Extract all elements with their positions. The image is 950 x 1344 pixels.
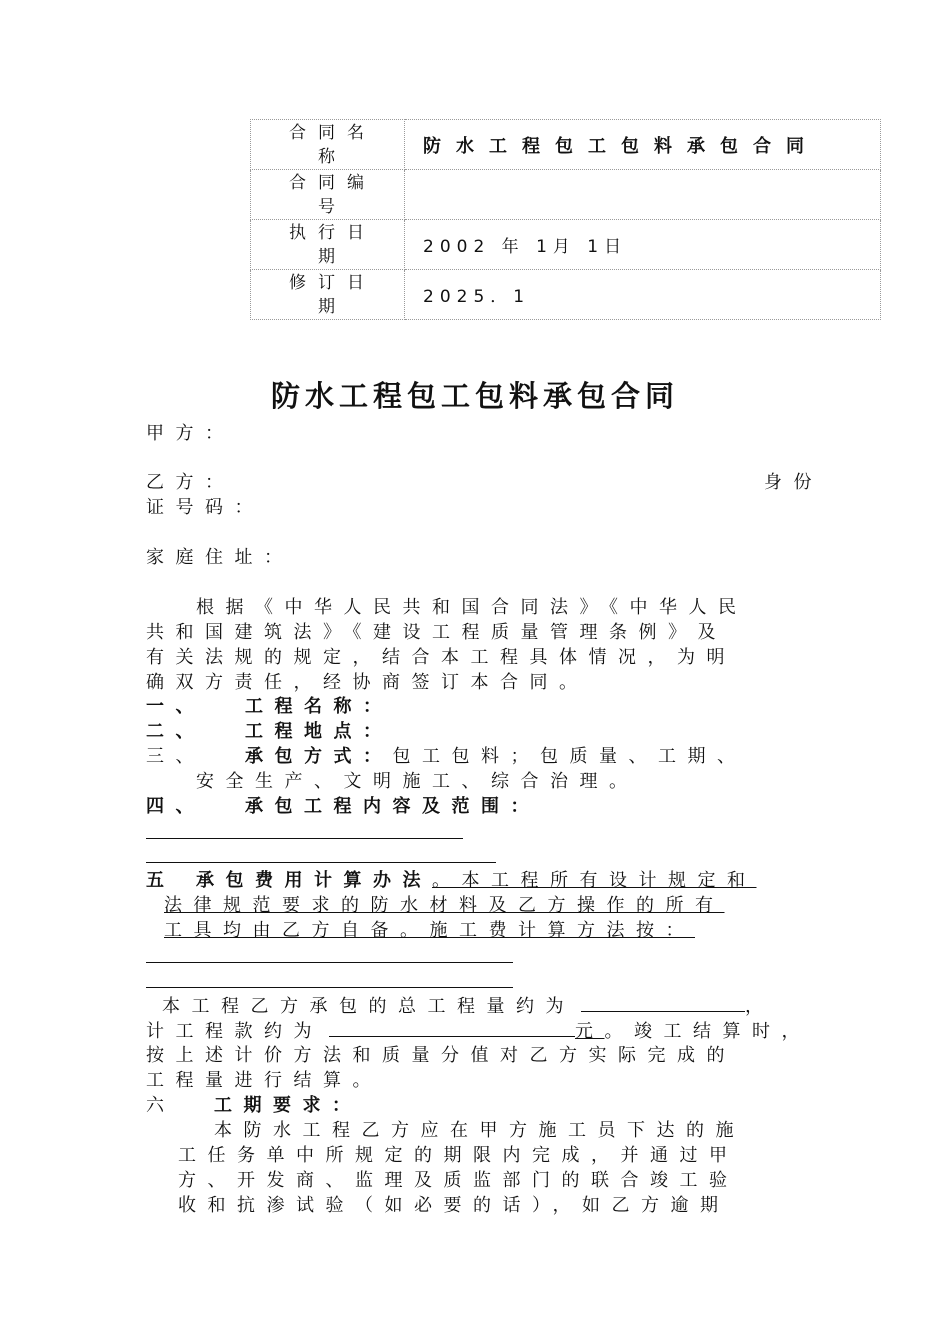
id-number-label: 身份 bbox=[764, 472, 823, 493]
intro-line: 有关法规的规定，结合本工程具体情况，为明 bbox=[146, 647, 736, 668]
section-1-heading: 一、 工程名称： bbox=[146, 696, 393, 717]
table-row bbox=[251, 220, 881, 270]
section-5-heading: 五 承包费用计算办法。本工程所有设计规定和 bbox=[146, 870, 757, 891]
blank-line bbox=[146, 862, 496, 863]
section-6-heading: 六 工期要求： bbox=[146, 1095, 362, 1116]
total-line: 工程量进行结算。 bbox=[146, 1070, 382, 1091]
contract-price-blank[interactable] bbox=[329, 1018, 575, 1037]
party-b-line bbox=[146, 470, 836, 495]
label-contract-number: 合同编 号 bbox=[251, 170, 405, 220]
document-title: 防水工程包工包料承包合同 bbox=[270, 379, 679, 413]
party-b-label: 乙方： bbox=[146, 472, 235, 493]
label-revision-date: 修订日 期 bbox=[251, 270, 405, 320]
total-line: 按上述计价方法和质量分值对乙方实际完成的 bbox=[146, 1045, 736, 1066]
value-effective-date: 2002 年 1月 1日 bbox=[405, 220, 881, 270]
section-6-text: 本防水工程乙方应在甲方施工员下达的施 bbox=[214, 1120, 745, 1141]
blank-line bbox=[146, 838, 463, 839]
value-contract-number bbox=[405, 170, 881, 220]
contract-info-table bbox=[250, 119, 881, 320]
total-line: 本工程乙方承包的总工程量约为 ， bbox=[162, 993, 852, 1019]
section-5-text: 法律规范要求的防水材料及乙方操作的所有 bbox=[164, 895, 725, 916]
section-3-text: 安全生产、文明施工、综合治理。 bbox=[196, 771, 639, 792]
section-2-heading: 二、 工程地点： bbox=[146, 721, 393, 742]
section-4-heading: 四、 承包工程内容及范围： bbox=[146, 796, 540, 817]
intro-line: 根据《中华人民共和国合同法》《中华人民 bbox=[196, 597, 748, 618]
label-effective-date: 执行日 期 bbox=[251, 220, 405, 270]
total-line: 计工程款约为 元。竣工结算时， bbox=[146, 1018, 836, 1044]
section-3-heading: 三、 承包方式：包工包料；包质量、工期、 bbox=[146, 746, 747, 767]
blank-line bbox=[146, 987, 513, 988]
table-row bbox=[251, 270, 881, 320]
total-quantity-blank[interactable] bbox=[581, 993, 745, 1012]
party-a-label: 甲方： bbox=[146, 423, 235, 444]
blank-line bbox=[146, 962, 513, 963]
value-contract-name: 防水工程包工包料承包合同 bbox=[405, 120, 881, 170]
label-contract-name: 合同名 称 bbox=[251, 120, 405, 170]
intro-line: 确双方责任，经协商签订本合同。 bbox=[146, 672, 589, 693]
table-row bbox=[251, 170, 881, 220]
value-revision-date: 2025．1 bbox=[405, 270, 881, 320]
section-5-text: 工具均由乙方自备。施工费计算方法按： bbox=[164, 920, 695, 941]
table-row bbox=[251, 120, 881, 170]
intro-line: 共和国建筑法》《建设工程质量管理条例》及 bbox=[146, 622, 727, 643]
section-6-text: 收和抗渗试验（如必要的话），如乙方逾期 bbox=[178, 1195, 730, 1216]
id-number-label-cont: 证号码： bbox=[146, 497, 264, 518]
section-6-text: 工任务单中所规定的期限内完成，并通过甲 bbox=[178, 1145, 739, 1166]
home-address-label: 家庭住址： bbox=[146, 547, 294, 568]
section-6-text: 方、开发商、监理及质监部门的联合竣工验 bbox=[178, 1170, 739, 1191]
